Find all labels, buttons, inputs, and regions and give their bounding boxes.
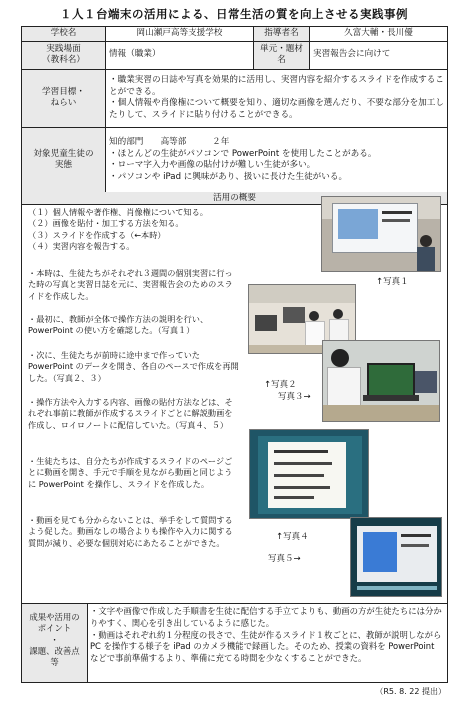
overview-heading: 活用の概要 (22, 192, 447, 205)
photo-4 (249, 429, 369, 519)
para-4: ・操作方法や入力する内容、画像の貼付方法などは、それぞれ事前に教師が作成するスライドごとに解説動画を作成し、ロイロノートに配信していた。（写真４、５） (28, 397, 233, 430)
page-title: １人１台端末の活用による、日常生活の質を向上させる実践事例 (60, 7, 408, 21)
scene-value: 情報（職業） (106, 41, 254, 69)
overview-section (21, 192, 448, 604)
caption-photo-5: 写真５→ (268, 554, 301, 564)
para-3: ・次に、生徒たちが前時に途中まで作っていた PowerPoint のデータを開き、各自のペースで作成を再開した。（写真２、３） (28, 350, 239, 383)
para-6: ・動画を見ても分からないことは、挙手をして質問するよう促した。動画なしの場合よりも操作や入力に関する質問が減り、必要な個別対応にあたることができた。 (28, 515, 233, 548)
instructor-label: 指導者名 (254, 27, 310, 42)
para-5: ・生徒たちは、自分たちが作成するスライドのページごとに動画を開き、手元で手順を見ながら動画と同じように PowerPoint を操作し、スライドを作成した。 (28, 456, 233, 489)
caption-photo-3: 写真３→ (278, 392, 311, 402)
photo-1 (321, 196, 441, 272)
submission-date: （R5. 8. 22 提出） (375, 687, 446, 696)
unit-label: 単元・題材名 (254, 41, 310, 69)
school-label: 学校名 (22, 27, 106, 42)
goals-label: 学習目標・ ねらい (22, 69, 106, 127)
steps-list: （１）個人情報や著作権、肖像権について知る。 （２）画像を貼付・加工する方法を知る。 （３）スライドを作成する（←本時） （４）実習内容を報告する。 (28, 207, 208, 252)
goals-value: ・職業実習の日誌や写真を効果的に活用し、実習内容を紹介するスライドを作成することができる。 ・個人情報や肖像権について概要を知り、適切な画像を選んだり、不要な部分を加工したりして、スライドに貼り付けることができる。 (106, 69, 448, 127)
results-label: 成果や活用の ポイント ・ 課題、改善点 等 (22, 604, 88, 682)
unit-value: 実習報告会に向けて (310, 41, 448, 69)
para-1: ・本時は、生徒たちがそれぞれ３週間の個別実習に行った時の写真と実習日誌を元に、実習報告会のためのスライドを作成した。 (28, 268, 233, 301)
results-text: ・文字や画像で作成した手順書を生徒に配信する手立てよりも、動画の方が生徒たちには分かりやすく、関心を引き出しているように感じた。 ・動画はそれぞれ約１分程度の長さで、生徒が作るスライド１枚ごとに、教師が説明しながら PC を操作する様子を iPad のカメラ機能で録画した。そのため、授業の資料を PowerPoint などで事前準備するより、準備に充てる時間を少なくすることができた。 (90, 606, 442, 664)
instructor-value: 久富大輔・長川優 (310, 27, 448, 42)
target-label: 対象児童生徒の 実態 (22, 127, 106, 193)
caption-photo-1: ↑写真１ (376, 277, 409, 287)
para-2: ・最初に、教師が全体で操作方法の説明を行い、PowerPoint の使い方を確認した。（写真１） (28, 314, 209, 336)
results-section (21, 603, 448, 683)
photo-5 (350, 517, 442, 597)
header-table (21, 26, 448, 194)
photo-3 (322, 340, 440, 422)
scene-label: 実践場面 （教科名） (22, 41, 106, 69)
school-value: 岡山瀬戸高等支援学校 (106, 27, 254, 42)
caption-photo-4: ↑写真４ (276, 532, 309, 542)
target-value: 知的部門 高等部 ２年 ・ほとんどの生徒がパソコンで PowerPoint を使用したことがある。 ・ローマ字入力や画像の貼付けが難しい生徒が多い。 ・パソコンや iPad に興味があり、扱いに長けた生徒がいる。 (106, 127, 448, 193)
caption-photo-2: ↑写真２ (264, 380, 297, 390)
